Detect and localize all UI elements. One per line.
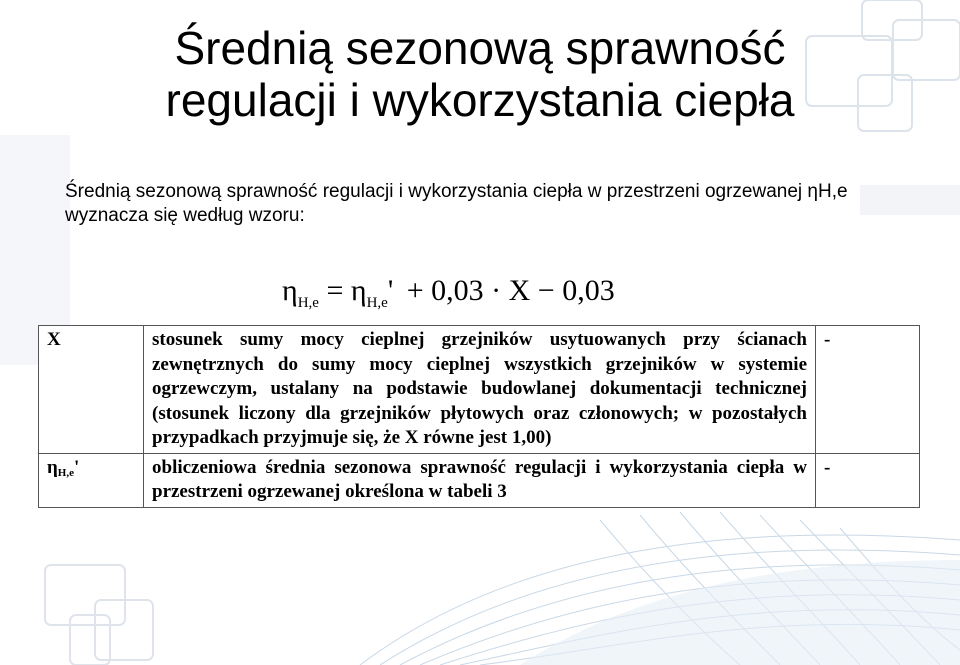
formula-lhs-subscript: H,e	[297, 295, 319, 311]
formula-lhs-symbol: η	[282, 274, 298, 307]
definitions-table	[38, 325, 920, 508]
formula-rhs-symbol: η	[350, 274, 367, 307]
formula-prime: '	[387, 274, 394, 307]
formula-rest: + 0,03 · X − 0,03	[406, 274, 615, 307]
table-row	[39, 326, 920, 454]
slide-title-line-1: Średnią sezonową sprawność	[174, 22, 786, 74]
definition-description: stosunek sumy mocy cieplnej grzejników usytuowanych przy ścianach zewnętrznych do sumy mocy cieplnej wszystkich grzejników w systemie ogrzewczym, ustalany na podstawie budowlanej dokumentacji technicznej (stosunek liczony dla grzejników płytowych oraz członowych; w pozostałych przypadkach przyjmuje się, że X równe jest 1,00)	[144, 326, 816, 454]
formula-equals: =	[326, 274, 344, 307]
formula	[282, 274, 615, 314]
definition-symbol: $\eta_{H,e}'$	[39, 453, 144, 507]
formula-rhs-subscript: H,e	[366, 295, 388, 311]
slide-title-line-2: regulacji i wykorzystania ciepła	[165, 74, 795, 126]
definition-description: obliczeniowa średnia sezonowa sprawność regulacji i wykorzystania ciepła w przestrzeni ogrzewanej określona w tabeli 3	[144, 453, 816, 507]
definition-unit: -	[816, 453, 920, 507]
definition-unit: -	[816, 326, 920, 454]
intro-paragraph: Średnią sezonową sprawność regulacji i wykorzystania ciepła w przestrzeni ogrzewanej ηH,e wyznacza się według wzoru:	[65, 181, 848, 226]
table-row	[39, 453, 920, 507]
slide-title	[0, 22, 960, 126]
definition-symbol: X	[39, 326, 144, 454]
